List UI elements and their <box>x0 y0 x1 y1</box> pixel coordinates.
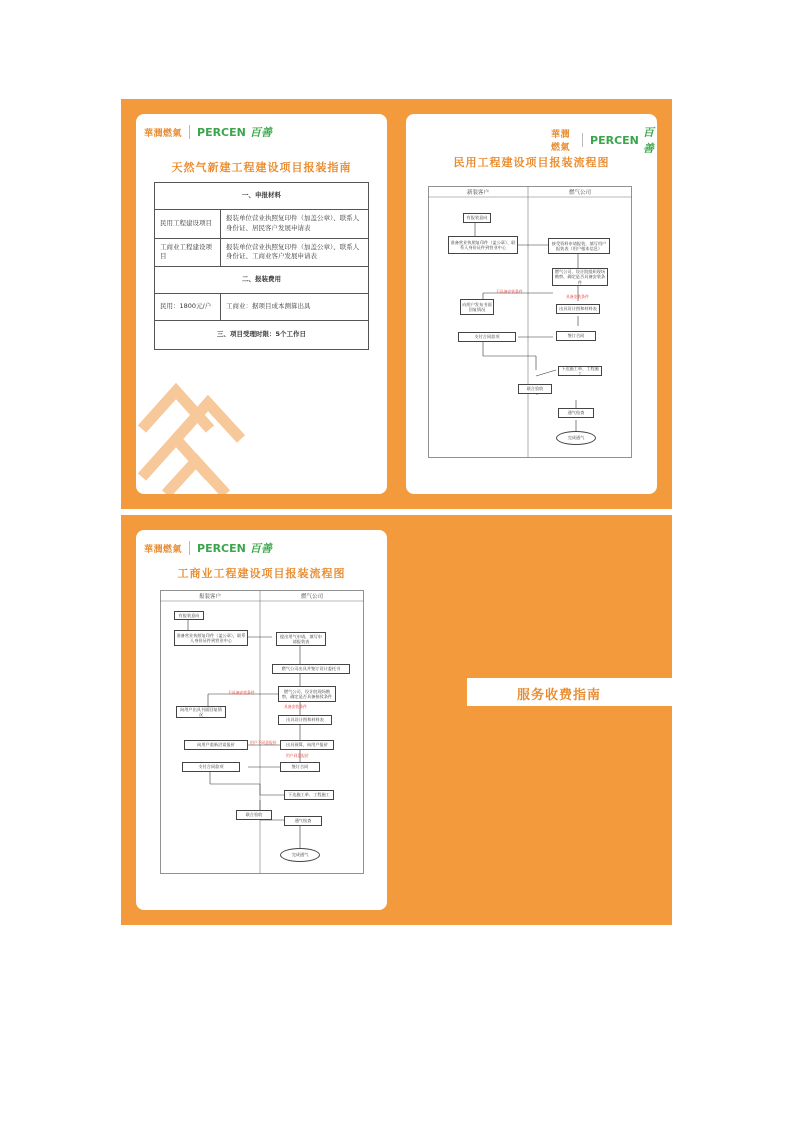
condition-label: 不具备安装条件 <box>496 289 523 294</box>
page-title: 天然气新建工程建设项目报装指南 <box>171 161 352 174</box>
page2-card <box>406 114 657 494</box>
flow-step: 通气检查 <box>558 408 594 418</box>
flow-step: 支付合同款项 <box>458 332 516 342</box>
row-label-residential: 民用工程建设项目 <box>155 210 221 239</box>
flow-step: 准备营业执照复印件（盖公章），联系人身份证件到营业中心 <box>174 630 248 646</box>
flowchart-residential <box>428 186 632 458</box>
flowchart-commercial <box>160 590 364 874</box>
brand-logo <box>144 540 272 556</box>
flow-step: 出具设计图和材料表 <box>278 715 332 725</box>
flow-step: 出具设计图和材料表 <box>556 304 600 314</box>
flow-step: 准备营业执照复印件（盖公章）、联系人身份证件到营业中心 <box>448 236 518 254</box>
page-title: 工商业工程建设项目报装流程图 <box>177 567 346 580</box>
flow-step: 出具预算，向用户报价 <box>280 740 334 750</box>
lane-gas-company: 燃气公司 <box>300 594 323 600</box>
percen-logo: PERCEN <box>197 125 246 139</box>
percen-logo: PERCEN <box>590 133 639 147</box>
lane-gas-company: 燃气公司 <box>568 190 591 196</box>
flow-step: 向用户重新洽谈报价 <box>184 740 248 750</box>
section-fees: 二、报装费用 <box>155 267 369 294</box>
flow-step: 有报装意向 <box>463 213 491 223</box>
brand-logo <box>144 124 272 140</box>
flow-step: 联合验收 <box>236 810 272 820</box>
flow-step: 有报装意向 <box>174 611 204 620</box>
logo-divider <box>189 541 190 555</box>
lane-customer: 报装客户 <box>198 594 221 600</box>
page-title: 民用工程建设项目报装流程图 <box>453 156 610 169</box>
row-text-residential: 报装单位营业执照复印件（加盖公章）、联系人身份证、居民客户发展申请表 <box>221 210 369 239</box>
section-timelimit: 三、项目受理时限：5个工作日 <box>155 321 369 350</box>
condition-label: 具备安装条件 <box>284 704 307 709</box>
brand-logo <box>551 124 657 156</box>
flow-step: 签订合同 <box>280 762 320 772</box>
flow-step: 燃气公司、设计院组织现场勘察，确定是否具备安装条件 <box>552 268 608 286</box>
flow-step: 燃气公司、设计院现场勘察，确定是否具备接驳条件 <box>278 686 336 702</box>
lane-customer: 新装客户 <box>466 190 489 196</box>
fee-residential: 民用：1800元/户 <box>155 294 221 321</box>
baisheng-logo: 百善 <box>642 126 654 155</box>
section-materials: 一、申报材料 <box>155 183 369 210</box>
flow-step: 下达施工单、工程施工 <box>284 790 334 800</box>
huarun-logo: 華潤燃氣 <box>551 130 571 153</box>
flow-step: 通气检查 <box>284 816 322 826</box>
service-title: 服务收费指南 <box>517 688 602 703</box>
logo-divider <box>582 133 583 147</box>
row-text-commercial: 报装单位营业执照复印件（加盖公章）、联系人身份证、工商业客户发展申请表 <box>221 238 369 267</box>
flow-end: 完成通气 <box>280 848 320 862</box>
flow-step: 提出用气申请，填写申请报装表 <box>276 632 326 646</box>
flow-step: 签订合同 <box>556 331 596 341</box>
flowchart-lines <box>428 186 632 458</box>
condition-label: 用户不同意报价 <box>250 740 277 745</box>
flow-end: 完成通气 <box>556 431 596 445</box>
flow-step: 向用户发布书面回复情况 <box>460 299 494 315</box>
page1-card <box>136 114 387 494</box>
page3-card <box>136 530 387 910</box>
flow-step: 向用户出具书面回复情况 <box>176 706 226 718</box>
flow-step: 接受资料申请报装，填写用户报装表（用户根本信息） <box>548 238 610 254</box>
flow-step: 支付合同款项 <box>182 762 240 772</box>
baisheng-logo: 百善 <box>249 542 272 555</box>
flow-step: 联合验收 <box>518 384 552 394</box>
chevron-decoration <box>136 369 256 494</box>
row-label-commercial: 工商业工程建设项目 <box>155 238 221 267</box>
huarun-logo: 華潤燃氣 <box>144 544 183 555</box>
flow-step: 燃气公司出具并签订设计委托书 <box>272 664 350 674</box>
flow-step: 下达施工单、工程施工 <box>558 366 602 376</box>
baisheng-logo: 百善 <box>249 126 272 139</box>
percen-logo: PERCEN <box>197 541 246 555</box>
condition-label: 不具备安装条件 <box>228 690 255 695</box>
logo-divider <box>189 125 190 139</box>
guide-table <box>154 182 369 350</box>
fee-commercial: 工商业：据项目成本测算出具 <box>221 294 369 321</box>
condition-label: 具备安装条件 <box>566 294 589 299</box>
huarun-logo: 華潤燃氣 <box>144 128 183 139</box>
condition-label: 用户同意报价 <box>286 753 309 758</box>
